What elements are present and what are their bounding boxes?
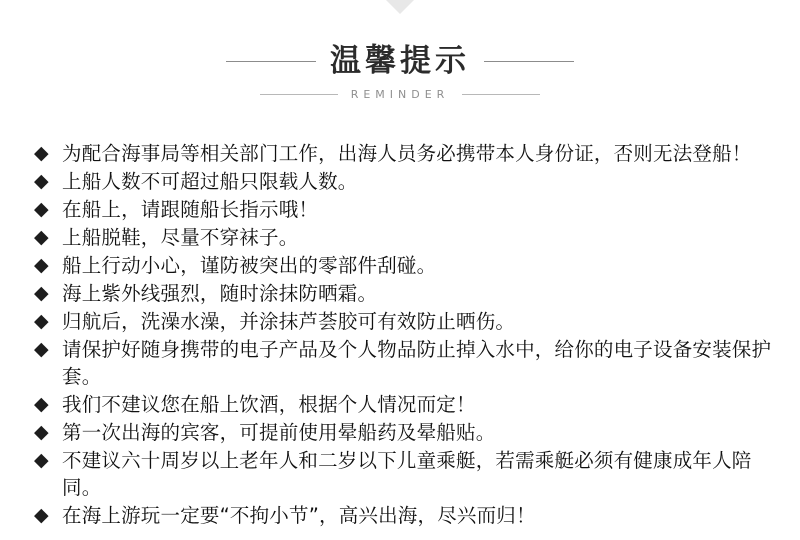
title-rule-left	[226, 61, 316, 62]
page-title: 温馨提示	[330, 43, 470, 79]
list-item	[34, 224, 774, 251]
list-item-text: 不建议六十周岁以上老年人和二岁以下儿童乘艇，若需乘艇必须有健康成年人陪同。	[62, 449, 752, 499]
subtitle-rule-left	[260, 94, 338, 95]
diamond-bullet-icon: ◆	[34, 449, 49, 471]
list-item	[34, 252, 774, 279]
diamond-bullet-icon: ◆	[34, 504, 49, 526]
diamond-bullet-icon: ◆	[34, 338, 49, 360]
list-item	[34, 419, 774, 446]
list-item-text: 请保护好随身携带的电子产品及个人物品防止掉入水中，给你的电子设备安装保护套。	[62, 338, 772, 388]
diamond-bullet-icon: ◆	[34, 393, 49, 415]
page-subtitle: REMINDER	[350, 88, 450, 101]
list-item	[34, 447, 774, 501]
triangle-mark-icon	[386, 0, 414, 14]
list-item	[34, 168, 774, 195]
notice-list	[34, 140, 774, 530]
page-header	[0, 43, 800, 101]
list-item	[34, 308, 774, 335]
list-item	[34, 280, 774, 307]
list-item	[34, 140, 774, 167]
list-item	[34, 502, 774, 529]
diamond-bullet-icon: ◆	[34, 142, 49, 164]
list-item-text: 上船脱鞋，尽量不穿袜子。	[62, 226, 299, 249]
diamond-bullet-icon: ◆	[34, 421, 49, 443]
subtitle-row	[0, 88, 800, 101]
list-item	[34, 391, 774, 418]
list-item-text: 在海上游玩一定要“不拘小节”，高兴出海，尽兴而归！	[62, 504, 536, 527]
diamond-bullet-icon: ◆	[34, 226, 49, 248]
list-item-text: 第一次出海的宾客，可提前使用晕船药及晕船贴。	[62, 421, 496, 444]
list-item	[34, 336, 774, 390]
list-item	[34, 196, 774, 223]
title-rule-right	[484, 61, 574, 62]
diamond-bullet-icon: ◆	[34, 198, 49, 220]
diamond-bullet-icon: ◆	[34, 310, 49, 332]
list-item-text: 归航后，洗澡水澡，并涂抹芦荟胶可有效防止晒伤。	[62, 310, 516, 333]
subtitle-rule-right	[462, 94, 540, 95]
list-item-text: 在船上，请跟随船长指示哦！	[62, 198, 319, 221]
title-row	[0, 43, 800, 79]
list-item-text: 上船人数不可超过船只限载人数。	[62, 170, 358, 193]
diamond-bullet-icon: ◆	[34, 170, 49, 192]
list-item-text: 为配合海事局等相关部门工作，出海人员务必携带本人身份证，否则无法登船！	[62, 142, 752, 165]
diamond-bullet-icon: ◆	[34, 282, 49, 304]
list-item-text: 我们不建议您在船上饮酒，根据个人情况而定！	[62, 393, 476, 416]
list-item-text: 海上紫外线强烈，随时涂抹防晒霜。	[62, 282, 378, 305]
list-item-text: 船上行动小心，谨防被突出的零部件刮碰。	[62, 254, 437, 277]
diamond-bullet-icon: ◆	[34, 254, 49, 276]
